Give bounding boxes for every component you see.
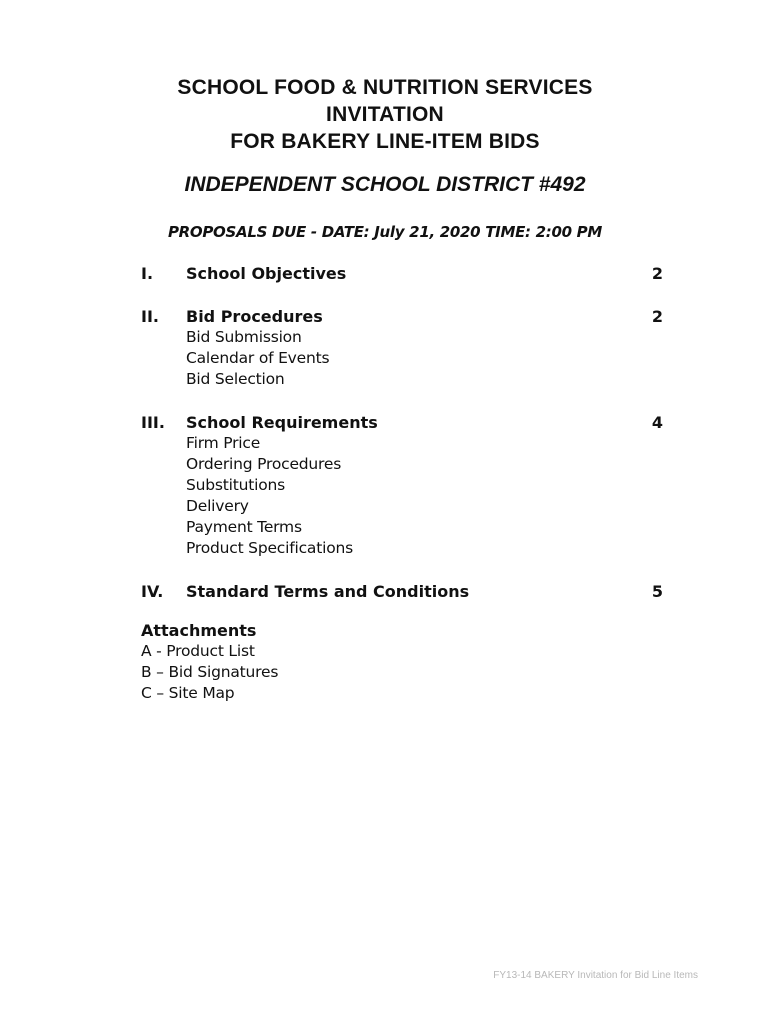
attachments-block xyxy=(141,620,278,704)
subsection-list xyxy=(141,327,663,390)
title-line: SCHOOL FOOD & NUTRITION SERVICES xyxy=(177,76,593,99)
section-page-number: 2 xyxy=(651,264,663,283)
toc-section-heading xyxy=(141,412,663,433)
attachments-list xyxy=(141,641,278,704)
title-line: INVITATION xyxy=(326,103,444,126)
title-line: FOR BAKERY LINE-ITEM BIDS xyxy=(230,130,540,153)
subsection-item: Payment Terms xyxy=(186,518,302,536)
section-numeral: IV. xyxy=(141,582,164,601)
section-page-number: 2 xyxy=(651,307,663,326)
attachment-item: A - Product List xyxy=(141,642,255,660)
subsection-item: Substitutions xyxy=(186,476,286,494)
section-title: Bid Procedures xyxy=(186,307,323,326)
subsection-item: Product Specifications xyxy=(186,539,353,557)
document-title xyxy=(0,74,770,155)
toc-section-terms xyxy=(141,581,663,602)
subsection-item: Firm Price xyxy=(186,434,261,452)
section-numeral: II. xyxy=(141,307,159,326)
subsection-item: Delivery xyxy=(186,497,249,515)
attachments-heading: Attachments xyxy=(141,621,257,640)
proposals-due-line: PROPOSALS DUE - DATE: July 21, 2020 TIME: 2:00 PM xyxy=(167,223,603,241)
toc-section-school-requirements xyxy=(141,412,663,559)
subsection-list xyxy=(141,433,663,559)
section-title: School Objectives xyxy=(186,264,347,283)
section-title: Standard Terms and Conditions xyxy=(186,582,470,601)
subsection-item: Calendar of Events xyxy=(186,349,330,367)
district-heading: INDEPENDENT SCHOOL DISTRICT #492 xyxy=(184,173,586,196)
table-of-contents xyxy=(141,263,663,624)
subsection-item: Bid Selection xyxy=(186,370,285,388)
subsection-item: Ordering Procedures xyxy=(186,455,342,473)
attachment-item: C – Site Map xyxy=(141,684,235,702)
toc-section-objectives xyxy=(141,263,663,284)
page-footer: FY13-14 BAKERY Invitation for Bid Line Items xyxy=(493,970,698,981)
subsection-item: Bid Submission xyxy=(186,328,302,346)
toc-section-heading xyxy=(141,263,663,284)
section-page-number: 5 xyxy=(651,582,663,601)
section-page-number: 4 xyxy=(651,413,663,432)
section-numeral: I. xyxy=(141,264,154,283)
toc-section-heading xyxy=(141,581,663,602)
section-title: School Requirements xyxy=(186,413,378,432)
attachment-item: B – Bid Signatures xyxy=(141,663,279,681)
toc-section-bid-procedures xyxy=(141,306,663,390)
toc-section-heading xyxy=(141,306,663,327)
section-numeral: III. xyxy=(141,413,165,432)
